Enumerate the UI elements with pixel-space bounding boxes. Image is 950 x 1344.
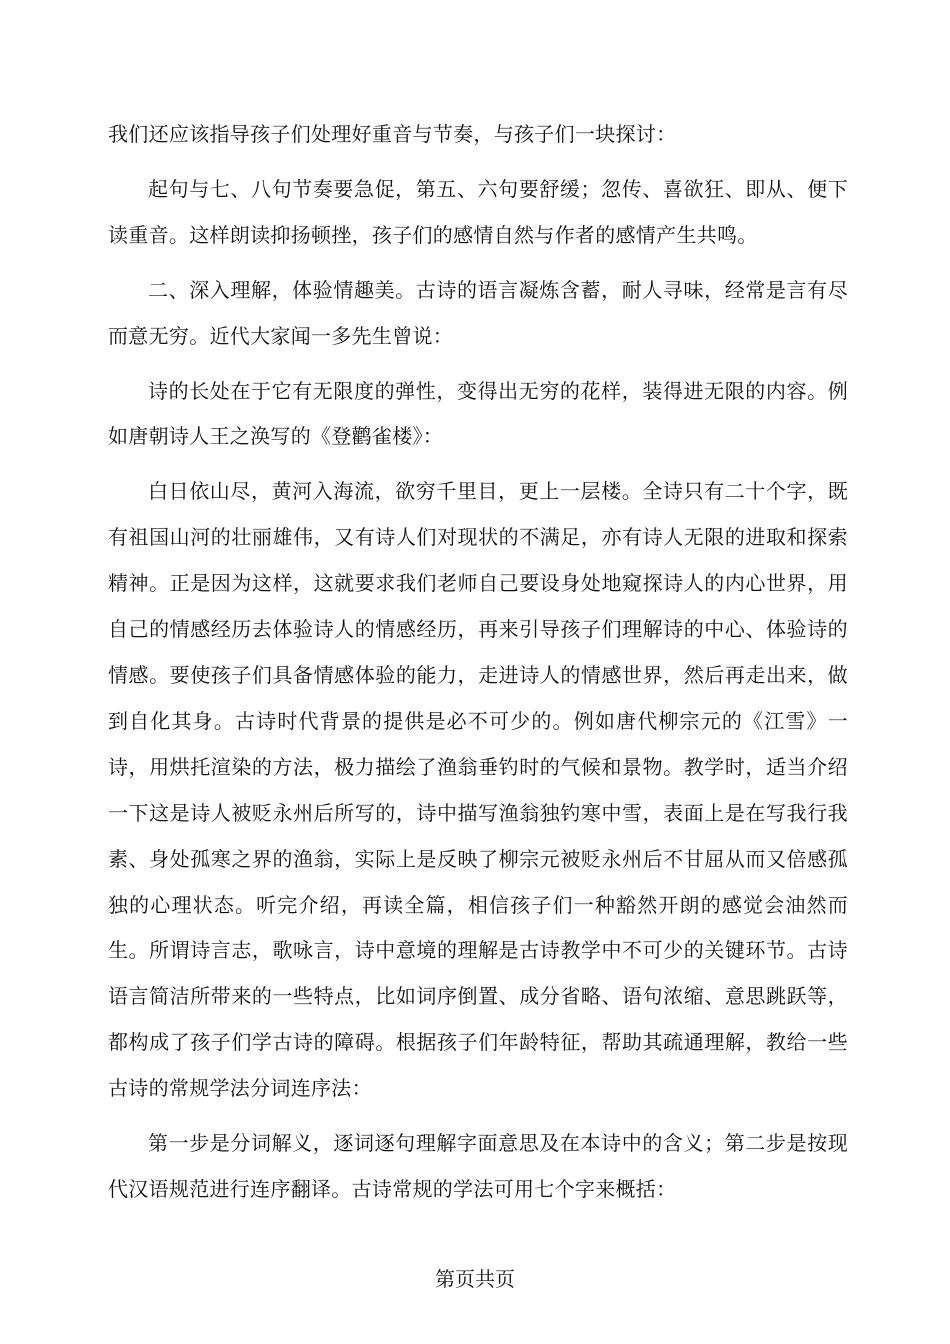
- paragraph-reading-tempo: 起句与七、八句节奏要急促，第五、六句要舒缓；忽传、喜欲狂、即从、便下读重音。这样朗读抑扬顿挫，孩子们的感情自然与作者的感情产生共鸣。: [108, 176, 848, 247]
- paragraph-stress-rhythm: 我们还应该指导孩子们处理好重音与节奏，与孩子们一块探讨：: [108, 122, 677, 146]
- paragraph-section-two-heading: 二、深入理解，体验情趣美。古诗的语言凝炼含蓄，耐人寻味，经常是言有尽而意无穷。近代大家闻一多先生曾说：: [108, 277, 848, 348]
- paragraph-poem-analysis: 白日依山尽，黄河入海流，欲穷千里目，更上一层楼。全诗只有二十个字，既有祖国山河的壮丽雄伟，又有诗人们对现状的不满足，亦有诗人无限的进取和探索精神。正是因为这样，这就要求我们老师自己要设身处地窥探诗人的内心世界，用自己的情感经历去体验诗人的情感经历，再来引导孩子们理解诗的中心、体验诗的情感。要使孩子们具备情感体验的能力，走进诗人的情感世界，然后再走出来，做到自化其身。古诗时代背景的提供是必不可少的。例如唐代柳宗元的《江雪》一诗，用烘托渲染的方法，极力描绘了渔翁垂钓时的气候和景物。教学时，适当介绍一下这是诗人被贬永州后所写的，诗中描写渔翁独钓寒中雪，表面上是在写我行我素、身处孤寒之界的渔翁，实际上是反映了柳宗元被贬永州后不甘屈从而又倍感孤独的心理状态。听完介绍，再读全篇，相信孩子们一种豁然开朗的感觉会油然而生。所谓诗言志，歌咏言，诗中意境的理解是古诗教学中不可少的关键环节。古诗语言简洁所带来的一些特点，比如词序倒置、成分省略、语句浓缩、意思跳跃等，都构成了孩子们学古诗的障碍。根据孩子们年龄特征，帮助其疏通理解，教给一些古诗的常规学法分词连序法：: [108, 479, 848, 1101]
- paragraph-wen-yiduo-quote: 诗的长处在于它有无限度的弹性，变得出无穷的花样，装得进无限的内容。例如唐朝诗人王之涣写的《登鹳雀楼》：: [108, 378, 848, 449]
- document-body: [108, 112, 848, 1213]
- paragraph-learning-steps: 第一步是分词解义，逐词逐句理解字面意思及在本诗中的含义；第二步是按现代汉语规范进行连序翻译。古诗常规的学法可用七个字来概括：: [108, 1131, 848, 1201]
- page-footer: 第页共页: [435, 1267, 515, 1291]
